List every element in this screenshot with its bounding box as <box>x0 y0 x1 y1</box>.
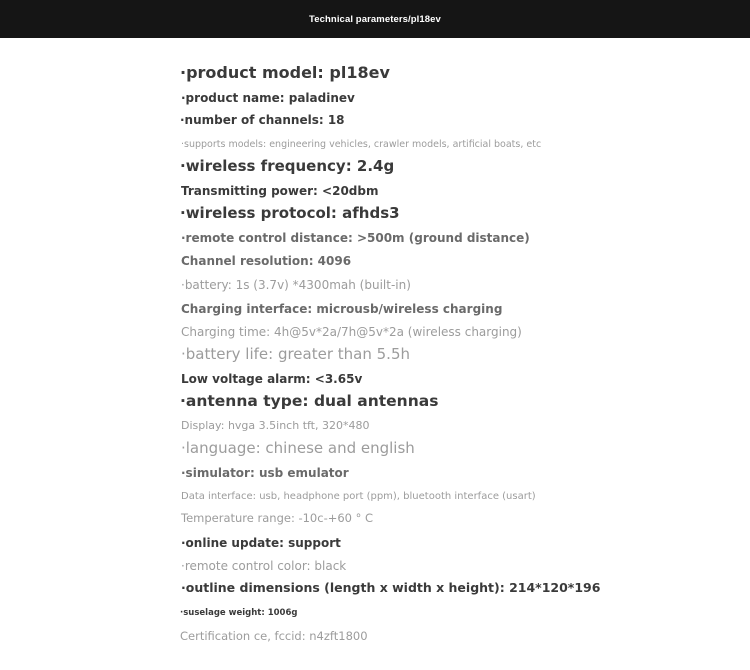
spec-channels: ·number of channels: 18 <box>180 113 345 127</box>
spec-certification: Certification ce, fccid: n4zft1800 <box>180 629 368 643</box>
spec-language: ·language: chinese and english <box>181 439 415 457</box>
spec-data-interface: Data interface: usb, headphone port (ppm), bluetooth interface (usart) <box>181 491 536 502</box>
spec-channel-resolution: Channel resolution: 4096 <box>181 254 352 268</box>
spec-control-color: ·remote control color: black <box>181 559 347 573</box>
spec-fuselage-weight: ·suselage weight: 1006g <box>180 608 298 618</box>
spec-charging-interface: Charging interface: microusb/wireless charging <box>181 302 503 316</box>
spec-simulator: ·simulator: usb emulator <box>181 466 349 480</box>
spec-wireless-frequency: ·wireless frequency: 2.4g <box>180 157 395 175</box>
spec-battery: ·battery: 1s (3.7v) *4300mah (built-in) <box>181 278 411 292</box>
spec-low-voltage-alarm: Low voltage alarm: <3.65v <box>181 372 363 386</box>
spec-outline-dimensions: ·outline dimensions (length x width x height): 214*120*196 <box>181 580 601 595</box>
spec-transmitting-power: Transmitting power: <20dbm <box>181 184 379 198</box>
spec-control-distance: ·remote control distance: >500m (ground distance) <box>181 231 530 245</box>
spec-wireless-protocol: ·wireless protocol: afhds3 <box>180 204 400 222</box>
spec-antenna-type: ·antenna type: dual antennas <box>180 392 439 410</box>
page-title: Technical parameters/pl18ev <box>309 13 441 25</box>
spec-supported-models: ·supports models: engineering vehicles, crawler models, artificial boats, etc <box>181 139 542 150</box>
spec-display: Display: hvga 3.5inch tft, 320*480 <box>181 419 370 432</box>
spec-online-update: ·online update: support <box>181 536 341 550</box>
spec-product-model: ·product model: pl18ev <box>180 63 390 82</box>
spec-product-name: ·product name: paladinev <box>181 91 355 105</box>
spec-battery-life: ·battery life: greater than 5.5h <box>181 345 410 363</box>
spec-temperature-range: Temperature range: -10c-+60 ° C <box>181 511 374 525</box>
spec-charging-time: Charging time: 4h@5v*2a/7h@5v*2a (wireless charging) <box>181 325 522 339</box>
